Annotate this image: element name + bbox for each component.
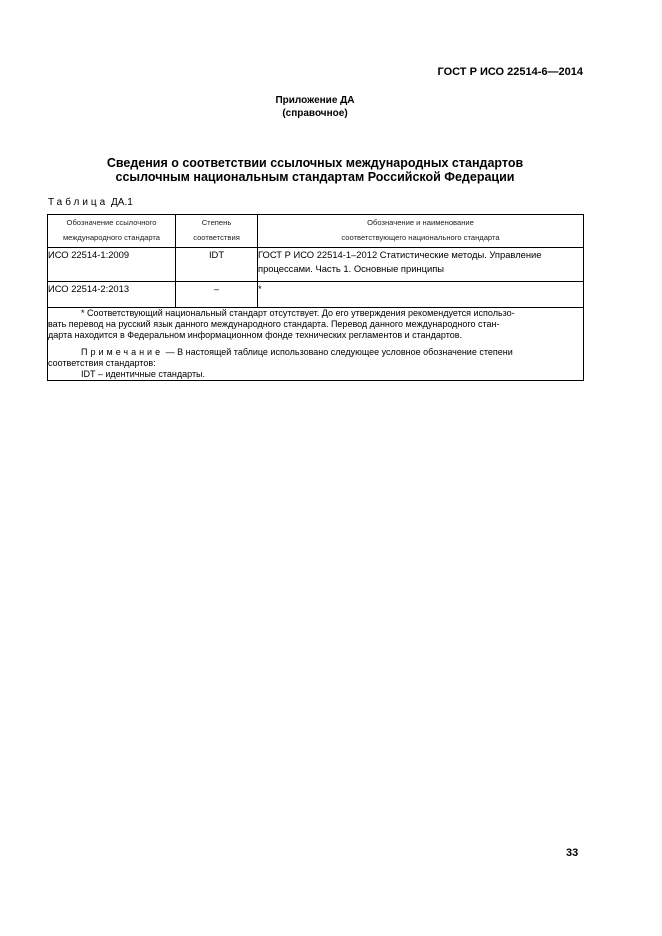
header-degree-line-2: соответствия — [193, 233, 240, 242]
table-caption-number: ДА.1 — [111, 197, 133, 208]
row-designation: ИСО 22514-2:2013 — [48, 282, 176, 308]
page-number: 33 — [566, 847, 579, 859]
table-caption-word: Таблица — [48, 197, 109, 208]
header-degree-line-1: Степень — [201, 218, 232, 227]
note-text: — В настоящей таблице использовано следующее условное обозначение степени — [163, 347, 513, 357]
table-footer-row — [48, 308, 584, 381]
table-header-row — [48, 215, 584, 248]
note-line-1 — [48, 347, 583, 358]
correspondence-table — [47, 214, 584, 381]
row-national-standard — [258, 282, 584, 308]
header-designation-line-1: Обозначение ссылочного — [66, 218, 157, 227]
footnote-line-2: вать перевод на русский язык данного международного стандарта. Перевод данного международного стан- — [48, 319, 500, 329]
table-caption — [48, 197, 133, 208]
row-degree: – — [176, 282, 258, 308]
section-title-line-2: ссылочным национальным стандартам Российской Федерации — [115, 170, 515, 184]
table-footer — [48, 308, 584, 381]
document-code: ГОСТ Р ИСО 22514-6—2014 — [437, 66, 583, 78]
annex-title: Приложение ДА — [275, 95, 355, 106]
row-national-line-1: ГОСТ Р ИСО 22514-1–2012 Статистические методы. Управление — [258, 249, 542, 260]
note-label: Примечание — [81, 347, 164, 357]
row-designation: ИСО 22514-1:2009 — [48, 248, 176, 282]
row-national-line-2: процессами. Часть 1. Основные принципы — [258, 263, 445, 274]
section-title — [0, 156, 630, 184]
table-row — [48, 282, 584, 308]
row-national-standard — [258, 248, 584, 282]
header-national-line-2: соответствующего национального стандарта — [341, 233, 500, 242]
header-cell-degree — [176, 215, 258, 248]
note-line-2: соответствия стандартов: — [48, 358, 156, 368]
row-degree: IDT — [176, 248, 258, 282]
table-row — [48, 248, 584, 282]
section-title-line-1: Сведения о соответствии ссылочных международных стандартов — [106, 156, 524, 170]
annex-subtitle: (справочное) — [282, 108, 348, 119]
header-national-line-1: Обозначение и наименование — [367, 218, 474, 227]
header-designation-line-2: международного стандарта — [62, 233, 161, 242]
header-cell-national — [258, 215, 584, 248]
footnote-line-1: * Соответствующий национальный стандарт отсутствует. До его утверждения рекомендуется использо- — [81, 308, 515, 318]
footnote-line-3: дарта находится в Федеральном информационном фонде технических регламентов и стандартов. — [48, 330, 463, 340]
note-line-3: IDT – идентичные стандарты. — [81, 369, 206, 379]
annex-heading — [0, 94, 630, 120]
header-cell-designation — [48, 215, 176, 248]
row-national-line-1: * — [258, 283, 262, 294]
